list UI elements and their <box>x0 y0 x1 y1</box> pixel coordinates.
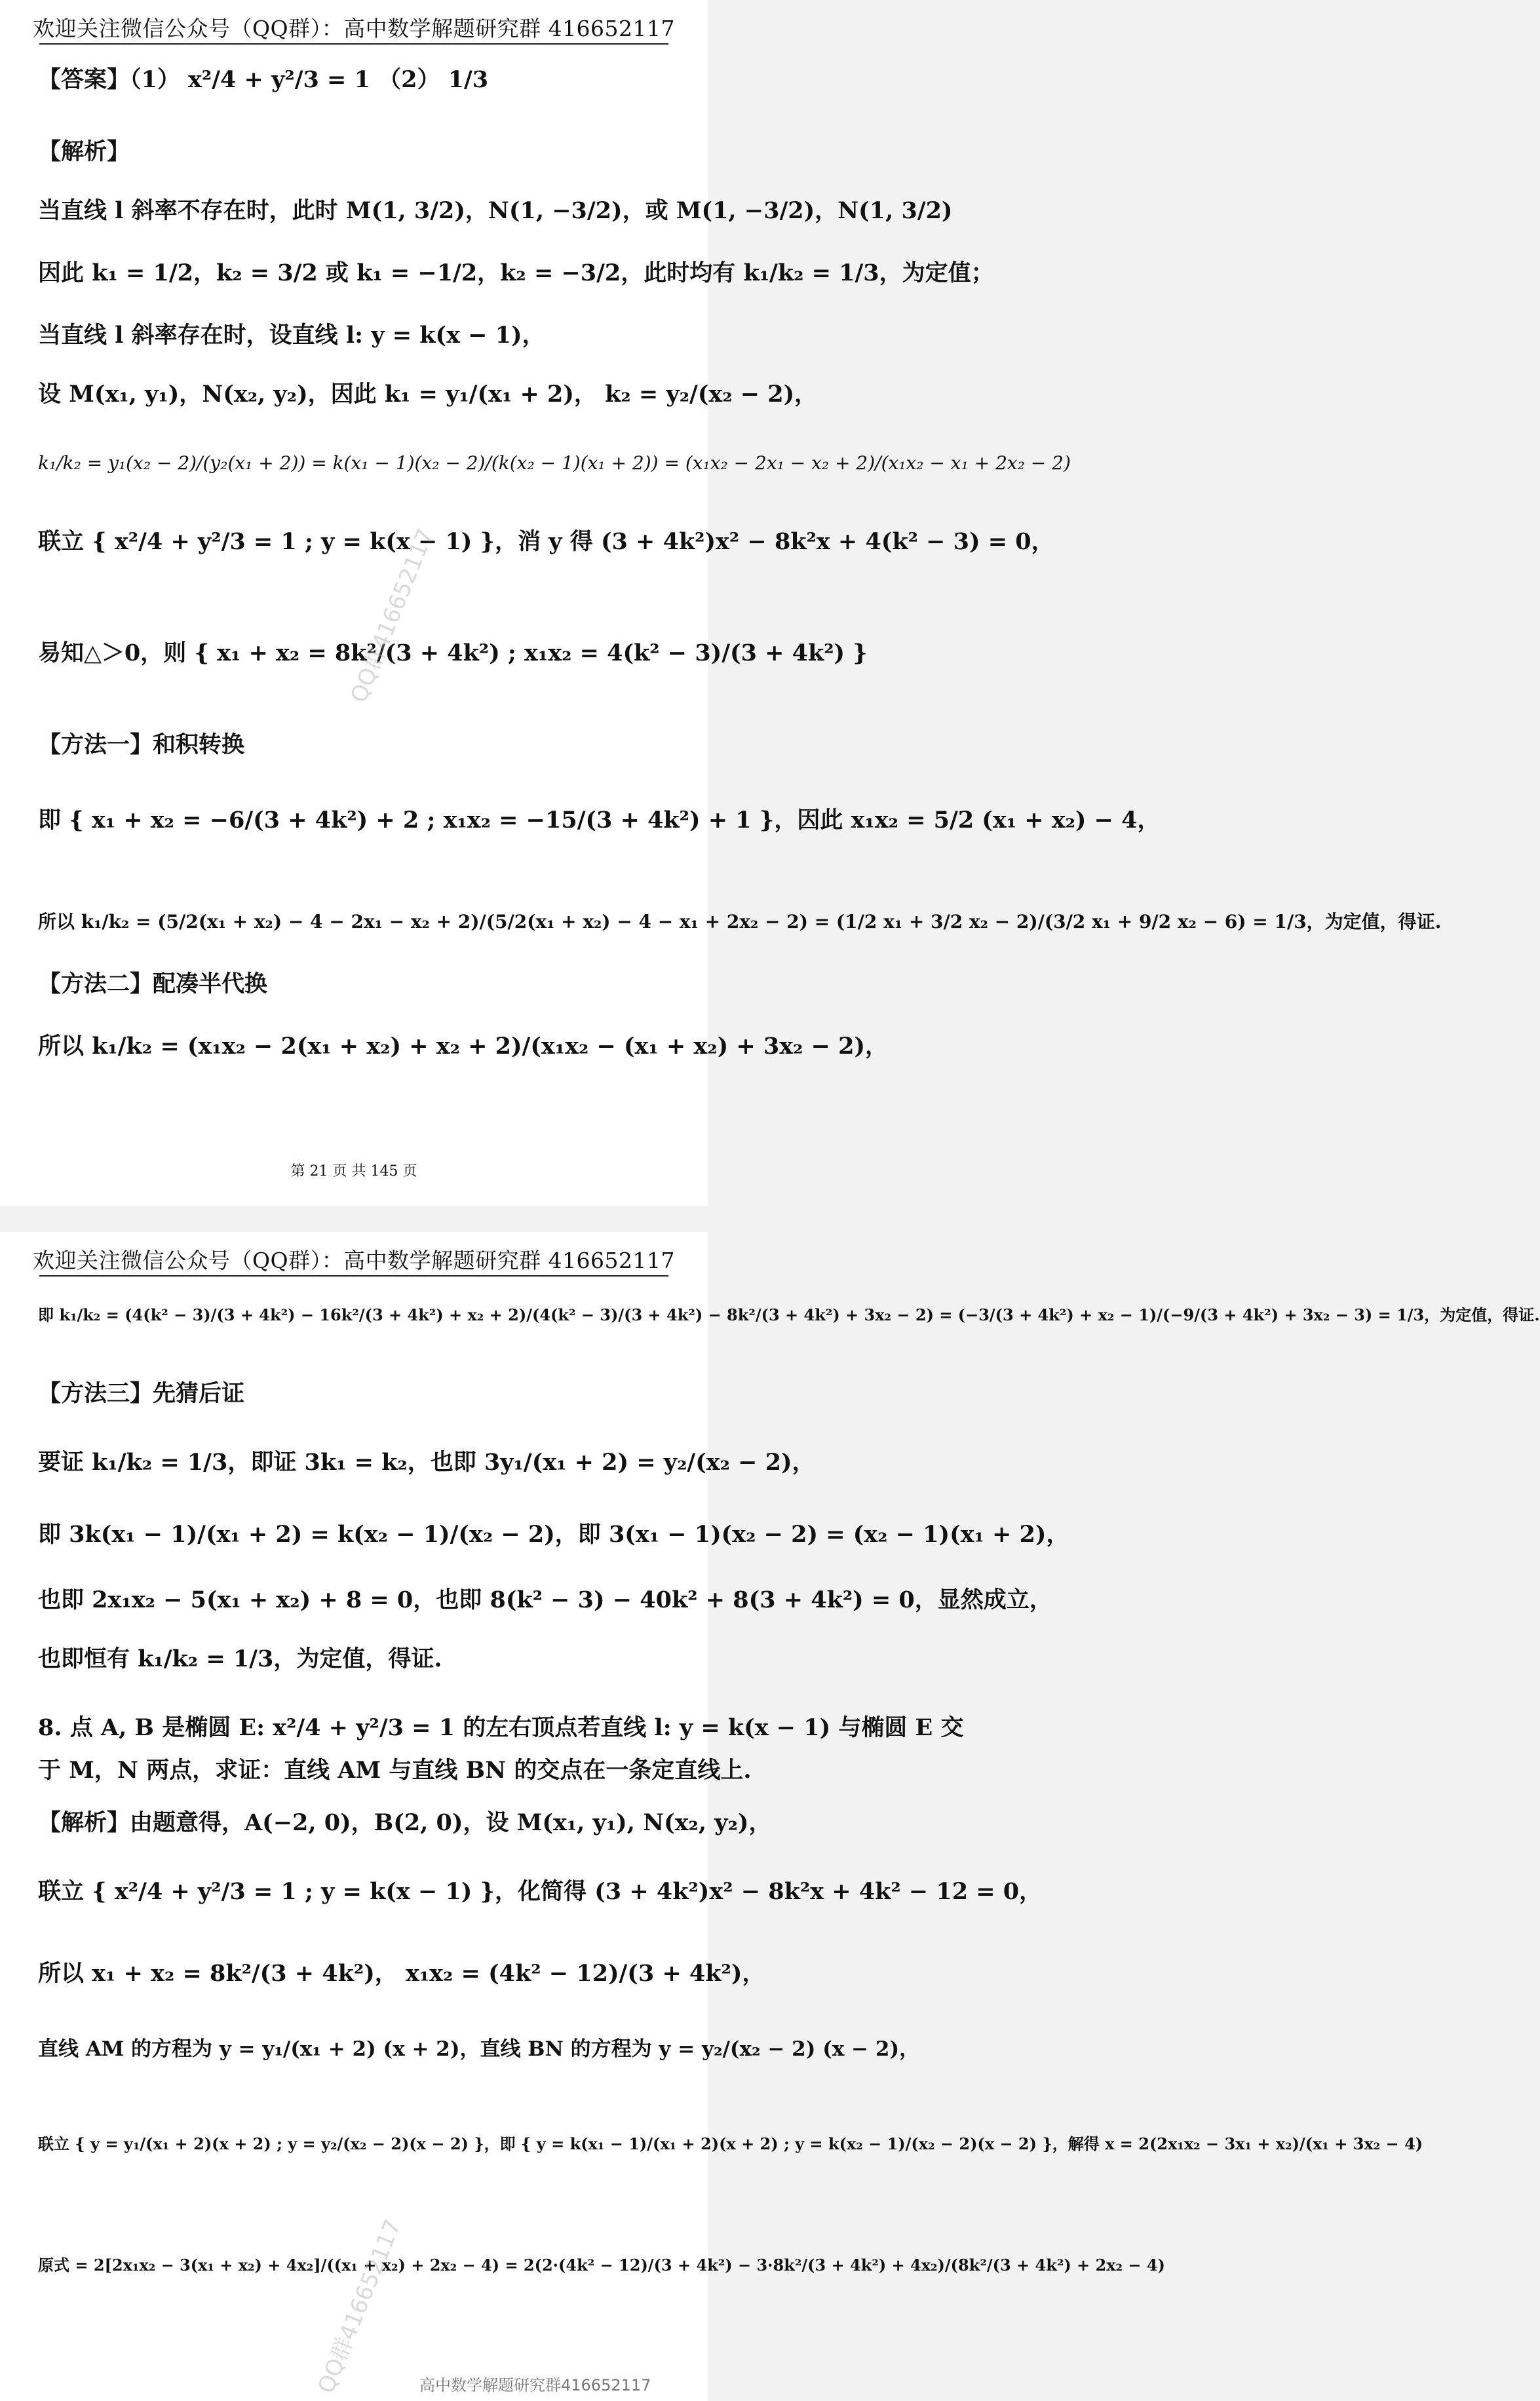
text-line: 即 3k(x₁ − 1)/(x₁ + 2) = k(x₂ − 1)/(x₂ − 2)，即 3(x₁ − 1)(x₂ − 2) = (x₂ − 1)(x₁ + 2)， <box>38 1521 1069 1548</box>
text-line: 联立 { y = y₁/(x₁ + 2)(x + 2) ; y = y₂/(x₂ − 2)(x − 2) }，即 { y = k(x₁ − 1)/(x₁ + 2)(x + 2) ; y = k(x₂ − 1)/(x₂ − 2)(x − 2) }，解得 x = 2(2x₁x₂ − 3x₁ + x₂)/(x₁ + 3x₂ − 4) <box>38 2134 1423 2153</box>
text-line: 联立 { x²/4 + y²/3 = 1 ; y = k(x − 1) }，化简得 (3 + 4k²)x² − 8k²x + 4k² − 12 = 0， <box>38 1878 1043 1905</box>
text-line: 即 k₁/k₂ = (4(k² − 3)/(3 + 4k²) − 16k²/(3 + 4k²) + x₂ + 2)/(4(k² − 3)/(3 + 4k²) − 8k²/(3 + 4k²) + 3x₂ − 2) = (−3/(3 + 4k²) + x₂ − 1)/(−9/(3 + 4k²) + 3x₂ − 3) = 1/3，为定值，得证. <box>38 1305 1540 1324</box>
equation-line: k₁/k₂ = y₁(x₂ − 2)/(y₂(x₁ + 2)) = k(x₁ − 1)(x₂ − 2)/(k(x₂ − 1)(x₁ + 2)) = (x₁x₂ − 2x₁ − x₂ + 2)/(x₁x₂ − x₁ + 2x₂ − 2) <box>38 452 1071 474</box>
text-line: 联立 { x²/4 + y²/3 = 1 ; y = k(x − 1) }，消 y 得 (3 + 4k²)x² − 8k²x + 4(k² − 3) = 0， <box>38 528 1054 555</box>
problem-line: 于 M，N 两点，求证：直线 AM 与直线 BN 的交点在一条定直线上. <box>38 1757 752 1784</box>
analysis-heading: 【解析】 <box>38 138 130 165</box>
text-line: 也即恒有 k₁/k₂ = 1/3，为定值，得证. <box>38 1645 442 1672</box>
page-header: 欢迎关注微信公众号（QQ群）：高中数学解题研究群 416652117 <box>32 1248 676 1273</box>
text-line: 当直线 l 斜率存在时，设直线 l: y = k(x − 1)， <box>38 322 545 349</box>
page-footer: 第 21 页 共 145 页 <box>290 1163 417 1180</box>
page-header: 欢迎关注微信公众号（QQ群）：高中数学解题研究群 416652117 <box>32 16 676 41</box>
account-badge: 高中数学解题研究群416652117 <box>419 2376 651 2394</box>
text-line: 因此 k₁ = 1/2，k₂ = 3/2 或 k₁ = −1/2，k₂ = −3/2，此时均有 k₁/k₂ = 1/3，为定值； <box>38 259 994 286</box>
method-heading: 【方法一】和积转换 <box>38 731 245 758</box>
watermark: QQ群416652117 <box>313 2216 407 2397</box>
text-line: 【解析】由题意得，A(−2, 0)，B(2, 0)，设 M(x₁, y₁), N(x₂, y₂)， <box>38 1809 772 1836</box>
answer-line: 【答案】（1） x²/4 + y²/3 = 1 （2） 1/3 <box>38 66 489 93</box>
text-line: 所以 k₁/k₂ = (5/2(x₁ + x₂) − 4 − 2x₁ − x₂ + 2)/(5/2(x₁ + x₂) − 4 − x₁ + 2x₂ − 2) = (1/2 x₁ + 3/2 x₂ − 2)/(3/2 x₁ + 9/2 x₂ − 6) = 1/3，为定值，得证. <box>38 911 1442 932</box>
text-line: 所以 x₁ + x₂ = 8k²/(3 + 4k²)， x₁x₂ = (4k² − 12)/(3 + 4k²)， <box>38 1960 765 1987</box>
header-rule <box>39 43 668 45</box>
text-line: 易知△＞0，则 { x₁ + x₂ = 8k²/(3 + 4k²) ; x₁x₂ = 4(k² − 3)/(3 + 4k²) } <box>38 640 868 666</box>
header-rule <box>39 1275 668 1277</box>
text-line: 设 M(x₁, y₁)，N(x₂, y₂)，因此 k₁ = y₁/(x₁ + 2)， k₂ = y₂/(x₂ − 2)， <box>38 381 818 408</box>
text-line: 所以 k₁/k₂ = (x₁x₂ − 2(x₁ + x₂) + x₂ + 2)/(x₁x₂ − (x₁ + x₂) + 3x₂ − 2)， <box>38 1033 889 1060</box>
text-line: 即 { x₁ + x₂ = −6/(3 + 4k²) + 2 ; x₁x₂ = −15/(3 + 4k²) + 1 }，因此 x₁x₂ = 5/2 (x₁ + x₂) − 4， <box>38 807 1161 834</box>
method-heading: 【方法二】配凑半代换 <box>38 970 268 997</box>
text-line: 要证 k₁/k₂ = 1/3，即证 3k₁ = k₂，也即 3y₁/(x₁ + 2) = y₂/(x₂ − 2)， <box>38 1449 815 1476</box>
text-line: 直线 AM 的方程为 y = y₁/(x₁ + 2) (x + 2)，直线 BN 的方程为 y = y₂/(x₂ − 2) (x − 2)， <box>38 2037 920 2061</box>
text-line: 原式 = 2[2x₁x₂ − 3(x₁ + x₂) + 4x₂]/((x₁ + x₂) + 2x₂ − 4) = 2(2·(4k² − 12)/(3 + 4k²) − 3·8k²/(3 + 4k²) + 4x₂)/(8k²/(3 + 4k²) + 2x₂ − 4) <box>38 2256 1165 2275</box>
watermark: QQ群416652117 <box>345 525 440 706</box>
method-heading: 【方法三】先猜后证 <box>38 1380 245 1407</box>
text-line: 当直线 l 斜率不存在时，此时 M(1, 3/2)，N(1, −3/2)，或 M(1, −3/2)，N(1, 3/2) <box>38 197 953 224</box>
text-line: 也即 2x₁x₂ − 5(x₁ + x₂) + 8 = 0，也即 8(k² − 3) − 40k² + 8(3 + 4k²) = 0，显然成立， <box>38 1586 1052 1613</box>
document-page-1 <box>0 0 1442 1206</box>
document-page-2 <box>0 1232 1540 2401</box>
problem-line: 8. 点 A, B 是椭圆 E: x²/4 + y²/3 = 1 的左右顶点若直线 l: y = k(x − 1) 与椭圆 E 交 <box>38 1714 964 1741</box>
